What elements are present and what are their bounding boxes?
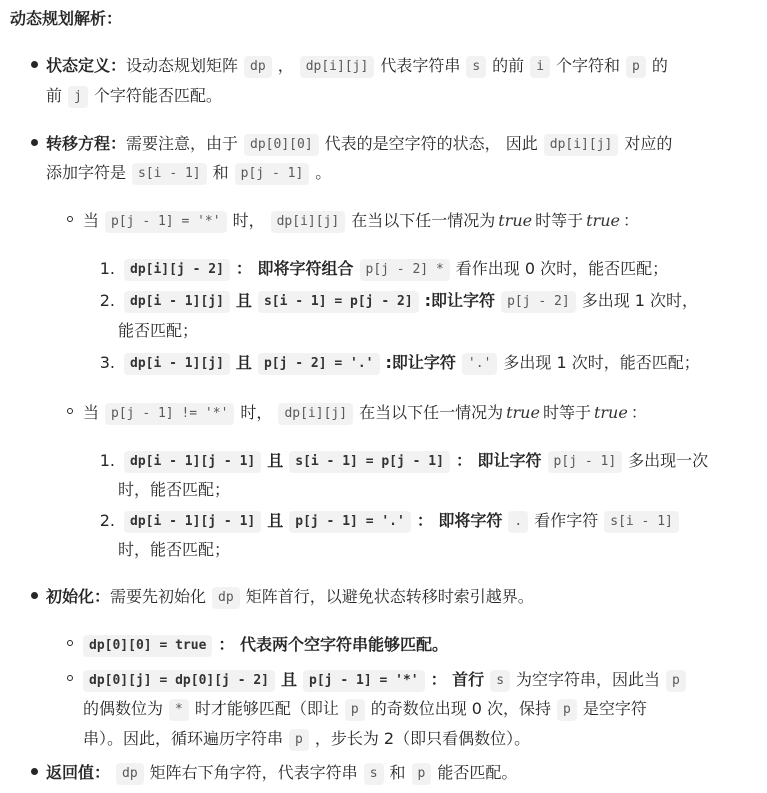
init-sub2-line1: dp[0][j] = dp[0][j - 2] 且 p[j - 1] = '*' ： 首行 s 为空字符串，因此当 p: [83, 665, 692, 695]
code-term: p[j - 1] = '.': [289, 511, 411, 533]
code-term: dp[i - 1][j - 1]: [124, 451, 261, 473]
list-number: 1.: [99, 451, 115, 470]
code-term: dp[0][0] = true: [83, 635, 212, 657]
case-star-item-1: dp[i][j - 2] ： 即将字符组合 p[j - 2] * 看作出现 0 次时，能否匹配；: [118, 254, 668, 284]
code-s-i-1: s[i - 1]: [132, 163, 207, 185]
list-number: 2.: [99, 511, 115, 530]
init-sub2-line3: 串）。因此，循环遍历字符串 p ，步长为 2（即只看偶数位）。: [83, 724, 530, 754]
code-p: p: [557, 699, 577, 721]
case-star-item-2: dp[i - 1][j] 且 s[i - 1] = p[j - 2] :即让字符 p[j - 2] 多出现 1 次时，: [118, 286, 698, 316]
transition-line2: 添加字符是 s[i - 1] 和 p[j - 1] 。: [46, 158, 331, 188]
return-line: 返回值： dp 矩阵右下角字符，代表字符串 s 和 p 能否匹配。: [46, 758, 517, 788]
return-label: 返回值：: [46, 763, 111, 782]
bullet-init: [31, 592, 38, 599]
code-term: dp[i - 1][j]: [124, 291, 230, 313]
init-line: 初始化：需要先初始化 dp 矩阵首行，以避免状态转移时索引越界。: [46, 582, 534, 612]
code-term: s[i - 1]: [604, 511, 679, 533]
code-star: *: [169, 699, 189, 721]
init-label: 初始化：: [46, 587, 111, 606]
case-nostar-item-1-cont: 时，能否匹配；: [118, 480, 231, 499]
code-dp-ij: dp[i][j]: [300, 56, 375, 78]
code-term: s[i - 1] = p[j - 2]: [258, 291, 419, 313]
code-s: s: [490, 670, 510, 692]
code-p-j-1: p[j - 1]: [235, 163, 310, 185]
code-condition: p[j - 1] = '*': [105, 211, 227, 233]
code-dp-ij: dp[i][j]: [278, 403, 353, 425]
code-term: p[j - 2] = '.': [258, 353, 380, 375]
code-dp: dp: [116, 763, 144, 785]
code-term: '.': [462, 353, 497, 375]
code-term: p[j - 1]: [548, 451, 623, 473]
code-i: i: [530, 56, 550, 78]
state-definition-line1: 状态定义：设动态规划矩阵 dp ， dp[i][j] 代表字符串 s 的前 i 个字符和 p 的: [46, 51, 668, 81]
code-dp: dp: [244, 56, 272, 78]
code-condition: p[j - 1] != '*': [105, 403, 234, 425]
code-j: j: [68, 86, 88, 108]
bullet-return: [31, 768, 38, 775]
list-number: 3.: [99, 353, 115, 372]
case-star-item-2-cont: 能否匹配；: [118, 321, 199, 340]
code-term: p[j - 2]: [501, 291, 576, 313]
bullet-state: [31, 61, 38, 68]
list-number: 2.: [99, 291, 115, 310]
init-sub2-line2: 的偶数位为 * 时才能够匹配（即让 p 的奇数位出现 0 次，保持 p 是空字符: [83, 694, 647, 724]
case-star-item-3: dp[i - 1][j] 且 p[j - 2] = '.' :即让字符 '.' 多出现 1 次时，能否匹配；: [118, 348, 700, 378]
case-nostar-item-1: dp[i - 1][j - 1] 且 s[i - 1] = p[j - 1] ： 即让字符 p[j - 1] 多出现一次: [118, 446, 708, 476]
case-nostar-line: 当 p[j - 1] != '*' 时， dp[i][j] 在当以下任一情况为 true 时等于 true ：: [83, 398, 647, 428]
code-term: .: [508, 511, 528, 533]
math-true: true: [593, 403, 628, 422]
bullet-case-star: [67, 216, 73, 222]
code-p: p: [666, 670, 686, 692]
code-dp-ij: dp[i][j]: [544, 134, 619, 156]
bullet-init-sub2: [67, 675, 73, 681]
transition-label: 转移方程：: [46, 134, 127, 153]
math-true: true: [506, 403, 540, 422]
code-p: p: [626, 56, 646, 78]
code-p: p: [412, 763, 432, 785]
state-label: 状态定义：: [46, 56, 127, 75]
code-dp-ij: dp[i][j]: [271, 211, 346, 233]
transition-line1: 转移方程：需要注意，由于 dp[0][0] 代表的是空字符的状态， 因此 dp[i][j] 对应的: [46, 129, 672, 159]
code-p: p: [289, 729, 309, 751]
bullet-init-sub1: [67, 640, 73, 646]
list-number: 1.: [99, 259, 115, 278]
code-term: dp[i][j - 2]: [124, 259, 230, 281]
code-term: p[j - 2] *: [360, 259, 450, 281]
code-dp00: dp[0][0]: [244, 134, 319, 156]
code-term: dp[0][j] = dp[0][j - 2]: [83, 670, 275, 692]
state-definition-line2: 前 j 个字符能否匹配。: [46, 81, 222, 111]
bullet-transition: [31, 139, 38, 146]
code-term: dp[i - 1][j - 1]: [124, 511, 261, 533]
case-nostar-item-2-cont: 时，能否匹配；: [118, 540, 231, 559]
section-heading: 动态规划解析：: [10, 9, 123, 28]
code-term: dp[i - 1][j]: [124, 353, 230, 375]
case-nostar-item-2: dp[i - 1][j - 1] 且 p[j - 1] = '.' ： 即将字符 . 看作字符 s[i - 1]: [118, 506, 685, 536]
code-p: p: [345, 699, 365, 721]
code-s: s: [466, 56, 486, 78]
case-star-line: 当 p[j - 1] = '*' 时， dp[i][j] 在当以下任一情况为 true 时等于 true ：: [83, 206, 639, 236]
bullet-case-nostar: [67, 408, 73, 414]
code-s: s: [364, 763, 384, 785]
math-true: true: [498, 211, 533, 230]
math-true: true: [586, 211, 620, 230]
init-sub1: dp[0][0] = true ： 代表两个空字符串能够匹配。: [83, 630, 448, 660]
code-term: s[i - 1] = p[j - 1]: [289, 451, 450, 473]
code-term: p[j - 1] = '*': [303, 670, 425, 692]
code-dp: dp: [212, 587, 240, 609]
